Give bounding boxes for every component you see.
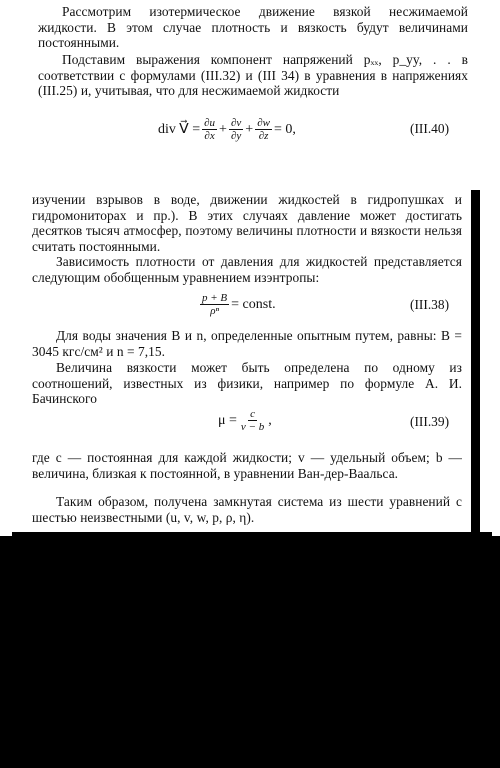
equation-number: (III.40) <box>410 121 450 136</box>
fraction-dv-dy <box>229 117 243 142</box>
fraction-du-dx <box>202 117 217 142</box>
paragraph-closed-system <box>32 494 462 525</box>
paragraph-text: где c — постоянная для каждой жидкости; v — удельный объем; b — величина, близкая к постоянной, в уравнении Ван-дер-Ваальса. <box>32 450 462 481</box>
paragraph-text: изучении взрывов в воде, движении жидкостей в гидропушках и гидромониторах и пр.). В этих случаях давление может достигать десятков тысяч атмосфер, поэтому величины плотности и вязкости нельзя считать постоянными. <box>32 192 462 254</box>
paragraph-text: Рассмотрим изотермическое движение вязкой несжимаемой жидкости. В этом случае плотность и вязкость будут величинами постоянными. <box>38 4 468 51</box>
paragraph-text: Подставим выражения компонент напряжений pₓₓ, p_yy, . . в соответствии с формулами (III.32) и (III 34) в уравнения в напряжениях (III.25) и, учитывая, что для несжимаемой жидкости <box>38 52 468 99</box>
equation-number: (III.38) <box>410 297 450 312</box>
paragraph-where <box>32 450 462 481</box>
fraction-numerator: ∂u <box>204 117 216 129</box>
plus-sign: + <box>245 121 254 137</box>
paragraph-density-dependence <box>32 254 462 285</box>
paragraph-water-values <box>32 328 462 359</box>
page-edge-bar <box>471 190 480 536</box>
fraction-denominator: ρⁿ <box>210 305 219 317</box>
fraction-denominator: ∂y <box>230 130 242 142</box>
fraction-denominator: v − b <box>240 421 265 433</box>
equation-bachinsky <box>218 408 272 433</box>
equation-divergence <box>158 117 296 142</box>
fraction-denominator: ∂z <box>258 130 269 142</box>
equation-rhs: , <box>268 412 272 428</box>
page-fragment-bottom <box>0 180 500 536</box>
equation-rhs: = 0, <box>273 121 296 137</box>
equation-isentrope <box>198 292 276 317</box>
paragraph-isothermal <box>38 4 468 51</box>
equation-rhs: = const. <box>231 296 276 312</box>
fraction-c-over-v-minus-b <box>239 408 266 433</box>
paragraph-text: Для воды значения B и n, определенные опытным путем, равны: B = 3045 кгс/см² и n = 7,15. <box>32 328 462 359</box>
plus-sign: + <box>219 121 227 137</box>
fraction-numerator: ∂v <box>230 117 242 129</box>
fraction-numerator: ∂w <box>257 117 270 129</box>
paragraph-viscosity <box>32 360 462 407</box>
fraction-numerator: p + B <box>202 292 228 304</box>
paragraph-explosions <box>32 192 462 254</box>
equation-lhs: μ = <box>218 412 237 428</box>
fraction-dw-dz <box>255 117 272 142</box>
paragraph-text: Зависимость плотности от давления для жидкостей представляется следующим обобщенным уравнением изэнтропы: <box>32 254 462 285</box>
page-bottom-rule <box>12 532 492 536</box>
equation-lhs: div V⃗ = <box>158 122 201 137</box>
paragraph-text: Таким образом, получена замкнутая система из шести уравнений с шестью неизвестными (u, v, w, p, ρ, η). <box>32 494 462 525</box>
fraction-denominator: ∂x <box>204 130 215 142</box>
fraction-numerator: c <box>250 408 255 420</box>
fraction-p-plus-b <box>200 292 229 317</box>
page-fragment-top <box>0 0 500 180</box>
equation-number: (III.39) <box>410 414 450 429</box>
paragraph-substitute <box>38 52 468 99</box>
paragraph-text: Величина вязкости может быть определена по одному из соотношений, известных из физики, например по формуле А. И. Бачинского <box>32 360 462 407</box>
